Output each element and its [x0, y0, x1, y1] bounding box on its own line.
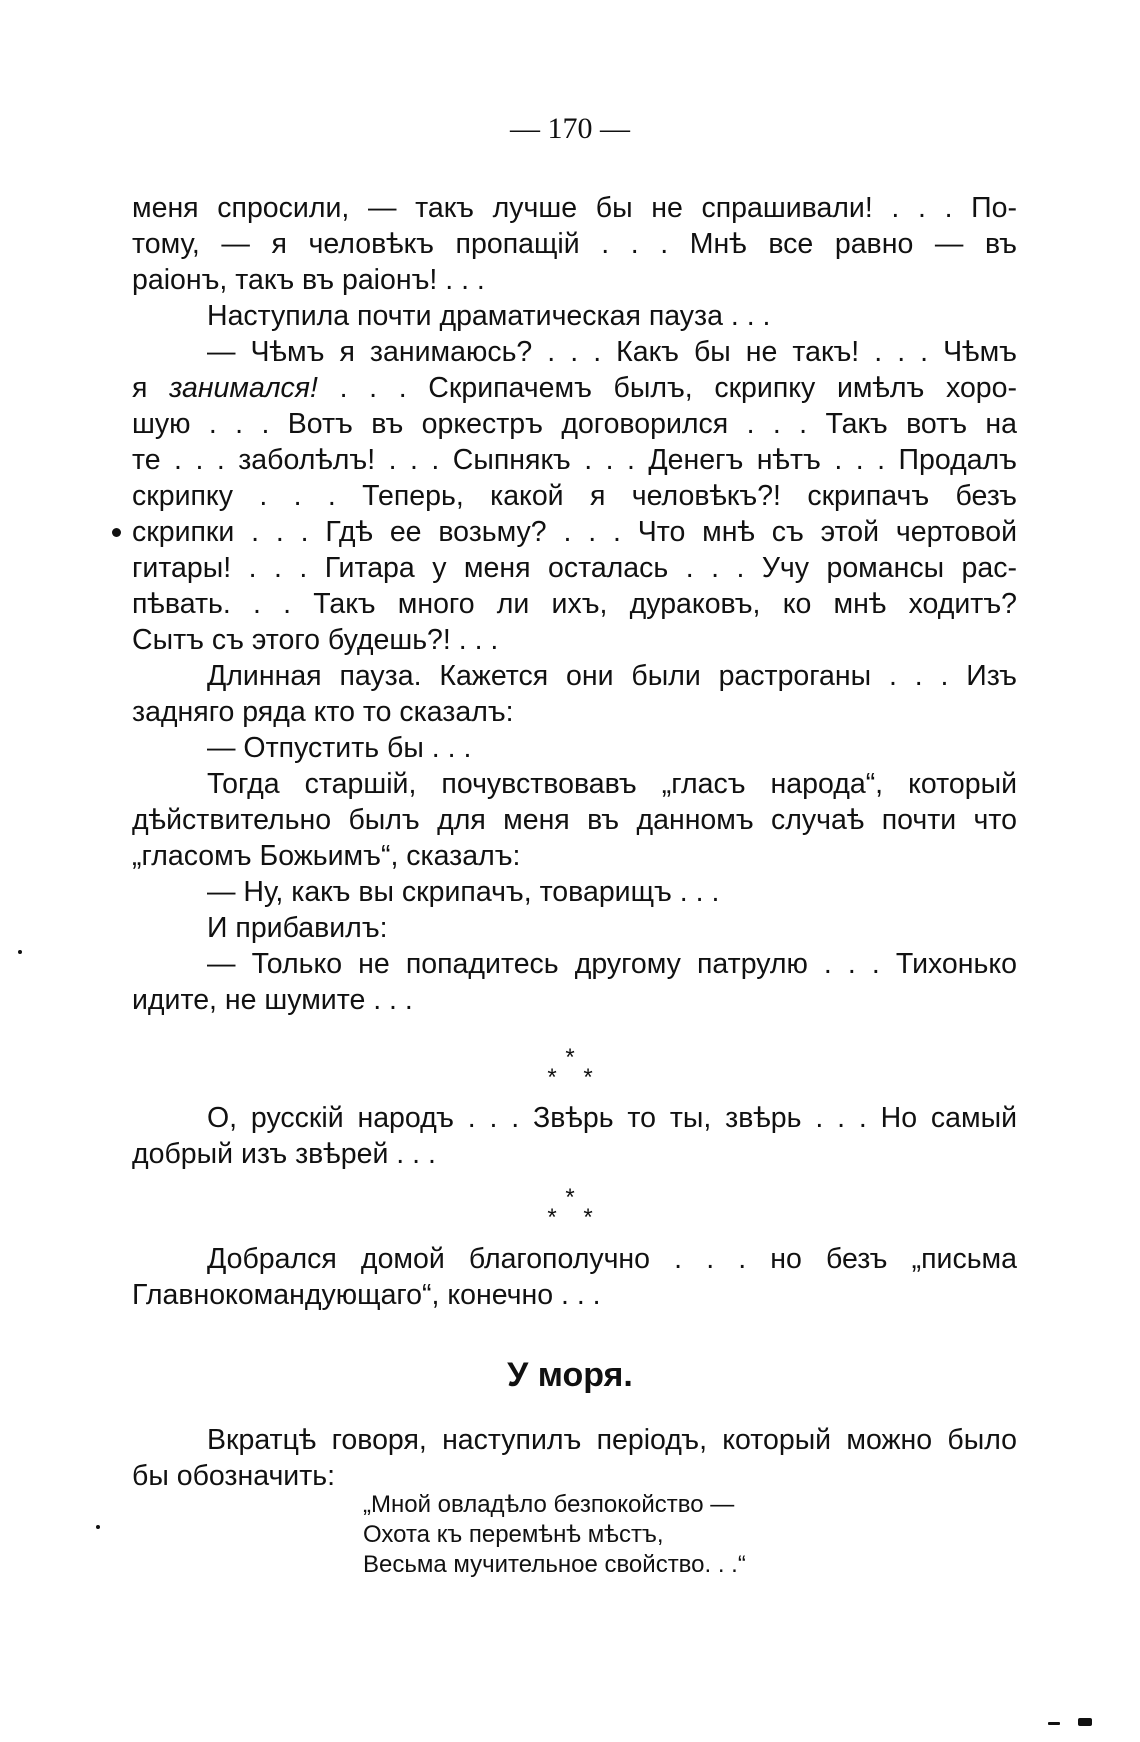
ink-speck — [18, 950, 22, 954]
text-line: Сытъ съ этого будешь?! . . . — [132, 624, 499, 656]
text-segment: я — [132, 372, 170, 404]
star: * — [565, 1184, 575, 1211]
text-line: Тогда старшій, почувствовавъ „гласъ народа“, который — [207, 768, 1017, 800]
star: * — [583, 1204, 593, 1231]
text-line: добрый изъ звѣрей . . . — [132, 1138, 436, 1170]
text-line: те . . . заболѣлъ! . . . Сыпнякъ . . . Денегъ нѣтъ . . . Продалъ — [132, 444, 1017, 476]
text-line: — Отпустить бы . . . — [207, 732, 472, 764]
text-line: скрипки . . . Гдѣ ее возьму? . . . Что мнѣ съ этой чертовой — [132, 516, 1017, 548]
poem-line: „Мной овладѣло безпокойство — — [363, 1491, 735, 1518]
text-line: гитары! . . . Гитара у меня осталась . . . Учу романсы рас- — [132, 552, 1017, 584]
star: * — [547, 1064, 557, 1091]
star: * — [547, 1204, 557, 1231]
poem-line: Весьма мучительное свойство. . .“ — [363, 1551, 746, 1578]
star: * — [583, 1064, 593, 1091]
text-line: задняго ряда кто то сказалъ: — [132, 696, 514, 728]
text-line: — Ну, какъ вы скрипачъ, товарищъ . . . — [207, 876, 720, 908]
poem-line: Охота къ перемѣнѣ мѣстъ, — [363, 1521, 664, 1548]
section-title: У моря. — [507, 1356, 633, 1394]
text-line: Наступила почти драматическая пауза . . . — [207, 300, 771, 332]
italic-word: занимался! — [169, 372, 318, 404]
star: * — [565, 1044, 575, 1071]
text-line: шую . . . Вотъ въ оркестръ договорился . . . Такъ вотъ на — [132, 408, 1017, 440]
poem-quote — [363, 1490, 746, 1580]
paragraph-summary — [132, 1422, 1017, 1494]
page-number: — 170 — — [510, 112, 630, 145]
text-line: Вкратцѣ говоря, наступилъ періодъ, который можно было — [207, 1424, 1017, 1456]
text-line: тому, — я человѣкъ пропащій . . . Мнѣ все равно — въ — [132, 228, 1017, 260]
ink-speck — [96, 1525, 100, 1529]
text-line: идите, не шумите . . . — [132, 984, 413, 1016]
text-line: бы обозначить: — [132, 1460, 336, 1492]
ink-speck — [112, 528, 121, 537]
text-line: меня спросили, — такъ лучше бы не спрашивали! . . . По- — [132, 192, 1017, 224]
text-line: „гласомъ Божьимъ“, сказалъ: — [132, 840, 521, 872]
text-line: дѣйствительно былъ для меня въ данномъ случаѣ почти что — [132, 804, 1017, 836]
text-line: — Чѣмъ я занимаюсь? . . . Какъ бы не такъ! . . . Чѣмъ — [207, 336, 1017, 368]
text-line: Главнокомандующаго“, конечно . . . — [132, 1279, 601, 1311]
text-line — [132, 370, 1017, 406]
section-break-stars — [0, 1044, 1140, 1091]
text-line: — Только не попадитесь другому патрулю . . . Тихонько — [207, 948, 1017, 980]
text-line: И прибавилъ: — [207, 912, 388, 944]
text-line: Длинная пауза. Кажется они были растроганы . . . Изъ — [207, 660, 1017, 692]
text-segment: . . . Скрипачемъ былъ, скрипку имѣлъ хоро- — [317, 372, 1017, 404]
text-line: скрипку . . . Теперь, какой я человѣкъ?! скрипачъ безъ — [132, 480, 1017, 512]
text-line: раіонъ, такъ въ раіонъ! . . . — [132, 264, 485, 296]
text-line: О, русскій народъ . . . Звѣрь то ты, звѣрь . . . Но самый — [207, 1102, 1017, 1134]
text-line: пѣвать. . . Такъ много ли ихъ, дураковъ, ко мнѣ ходитъ? — [132, 588, 1017, 620]
text-line: Добрался домой благополучно . . . но безъ „письма — [207, 1243, 1017, 1275]
section-break-stars — [0, 1184, 1140, 1231]
paragraph-answer — [132, 190, 1017, 1018]
paragraph-home — [132, 1241, 1017, 1313]
ink-speck — [1048, 1722, 1060, 1725]
paragraph-russian-people — [132, 1100, 1017, 1172]
ink-speck — [1078, 1718, 1092, 1726]
